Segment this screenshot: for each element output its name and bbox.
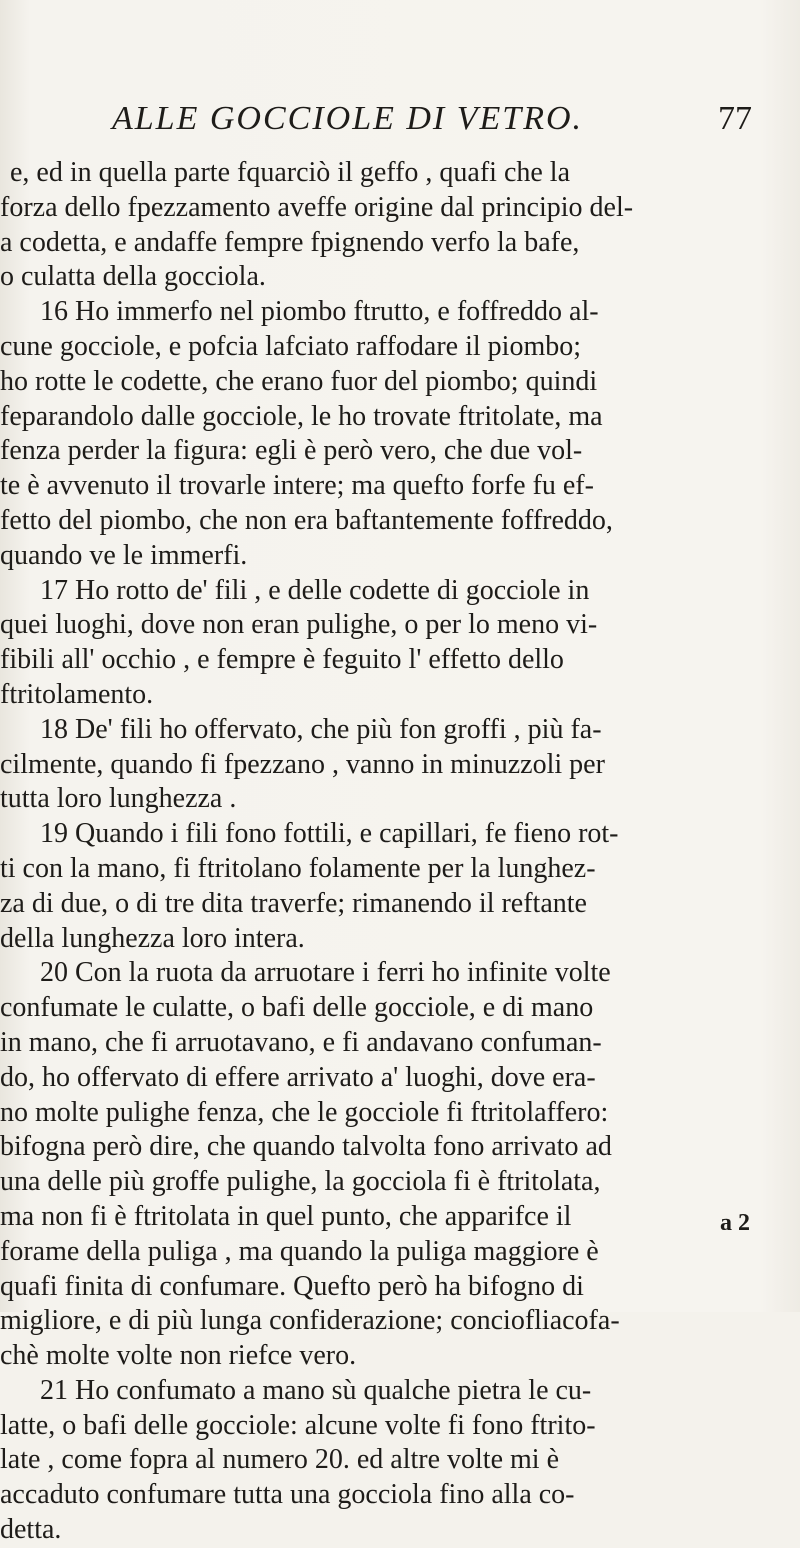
paragraph-20-start: 20 Con la ruota da arruotare i ferri ho infinite volte — [40, 957, 611, 989]
text-line: latte, o bafi delle gocciole: alcune volte fi fono ftrito- — [0, 1409, 596, 1441]
paragraph-19-start: 19 Quando i fili fono fottili, e capillari, fe fieno rot- — [40, 818, 619, 850]
running-title: ALLE GOCCIOLE DI VETRO. — [112, 100, 584, 137]
text-line: fetto del piombo, che non era baftantemente foffreddo, — [0, 504, 613, 536]
text-line: cilmente, quando fi fpezzano , vanno in minuzzoli per — [0, 748, 605, 780]
text-line: della lunghezza loro intera. — [0, 922, 305, 954]
text-line: confumate le culatte, o bafi delle gocciole, e di mano — [0, 992, 594, 1024]
body-text — [0, 156, 800, 1548]
text-line: late , come fopra al numero 20. ed altre volte mi è — [0, 1444, 560, 1476]
text-line: no molte pulighe fenza, che le gocciole fi ftritolaffero: — [0, 1096, 609, 1128]
text-line: cune gocciole, e pofcia lafciato raffodare il piombo; — [0, 330, 581, 362]
paragraph-17-start: 17 Ho rotto de' fili , e delle codette di gocciole in — [40, 574, 590, 606]
text-line: in mano, che fi arruotavano, e fi andavano confuman- — [0, 1026, 602, 1058]
text-line: detta. — [0, 1514, 62, 1546]
text-line: feparandolo dalle gocciole, le ho trovate ftritolate, ma — [0, 400, 603, 432]
running-head — [112, 100, 752, 148]
text-line: fenza perder la figura: egli è però vero, che due vol- — [0, 435, 583, 467]
text-line: a codetta, e andaffe fempre fpignendo verfo la bafe, — [0, 226, 580, 258]
text-line: ti con la mano, fi ftritolano folamente per la lunghez- — [0, 852, 596, 884]
text-line: forame della puliga , ma quando la puliga maggiore è — [0, 1235, 599, 1267]
text-line: bifogna però dire, che quando talvolta fono arrivato ad — [0, 1131, 612, 1163]
paragraph-21-start: 21 Ho confumato a mano sù qualche pietra le cu- — [40, 1374, 592, 1406]
text-line: fibili all' occhio , e fempre è feguito l' effetto dello — [0, 644, 564, 676]
text-line: quei luoghi, dove non eran pulighe, o per lo meno vi- — [0, 609, 598, 641]
text-line: chè molte volte non riefce vero. — [0, 1340, 357, 1372]
text-line: tutta loro lunghezza . — [0, 783, 237, 815]
paragraph-16-start: 16 Ho immerfo nel piombo ftrutto, e foffreddo al- — [40, 296, 599, 328]
text-line: quando ve le immerfi. — [0, 539, 248, 571]
text-line: una delle più groffe pulighe, la gocciola fi è ftritolata, — [0, 1166, 601, 1198]
text-line: ftritolamento. — [0, 678, 154, 710]
text-line: forza dello fpezzamento aveffe origine dal principio del- — [0, 191, 634, 223]
text-line: ho rotte le codette, che erano fuor del piombo; quindi — [0, 365, 598, 397]
page-number: 77 — [718, 100, 752, 137]
text-line: do, ho offervato di effere arrivato a' luoghi, dove era- — [0, 1061, 596, 1093]
paragraph-18-start: 18 De' fili ho offervato, che più fon groffi , più fa- — [40, 713, 602, 745]
signature-mark: a 2 — [720, 1210, 750, 1236]
text-line: quafi finita di confumare. Quefto però ha bifogno di — [0, 1270, 584, 1302]
text-line: o culatta della gocciola. — [0, 261, 266, 293]
text-line: e, ed in quella parte fquarciò il geffo , quafi che la — [10, 157, 571, 188]
text-line: te è avvenuto il trovarle intere; ma quefto forfe fu ef- — [0, 470, 594, 502]
text-line: ma non fi è ftritolata in quel punto, che apparifce il — [0, 1200, 572, 1232]
text-line: za di due, o di tre dita traverfe; rimanendo il reftante — [0, 887, 587, 919]
text-line: migliore, e di più lunga confiderazione; conciofliacofa- — [0, 1305, 620, 1337]
text-line: accaduto confumare tutta una gocciola fino alla co- — [0, 1479, 575, 1511]
